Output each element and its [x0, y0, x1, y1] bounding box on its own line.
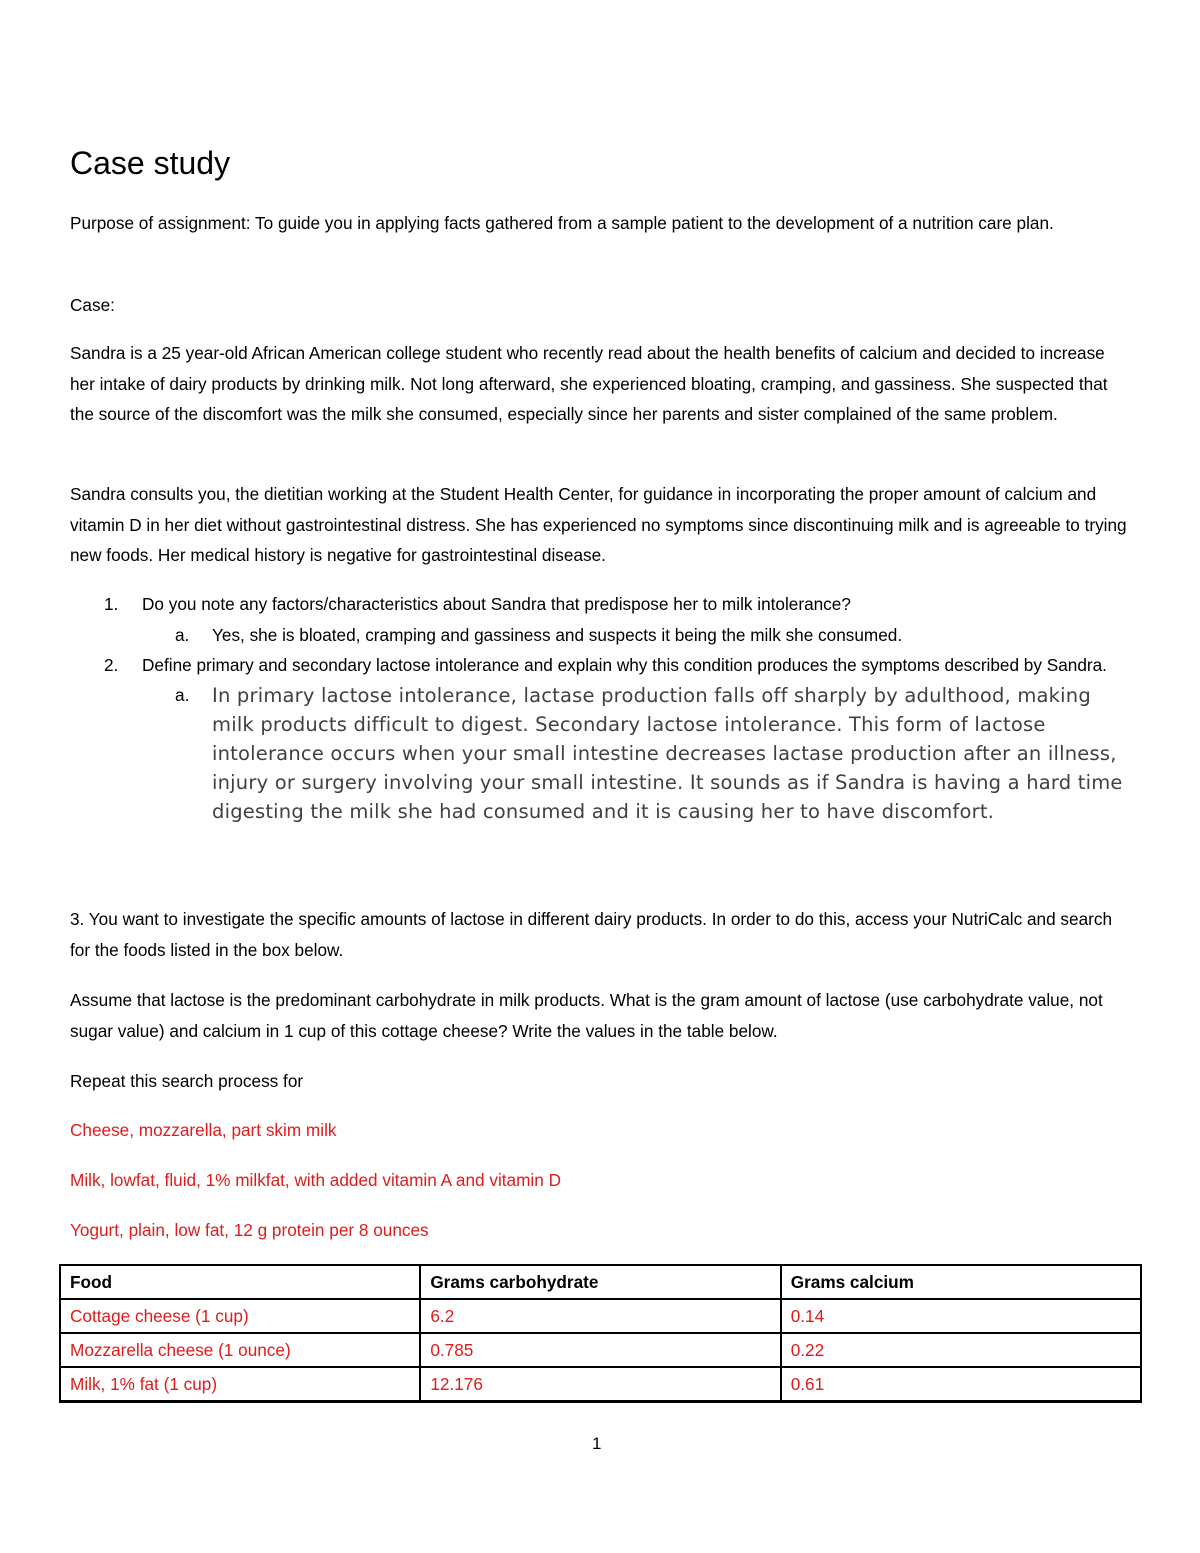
case-paragraph-2: Sandra consults you, the dietitian working at the Student Health Center, for guidance in incorporating the proper amount of calcium and vitamin D in her diet without gastrointestinal distress. She has experienced no symptoms since discontinuing milk and is agreeable to trying new foods. Her medical history is negative for gastrointestinal disease.: [70, 484, 1127, 565]
answer-2: [70, 681, 1130, 827]
nutrient-table: [59, 1264, 1142, 1403]
purpose-paragraph: Purpose of assignment: To guide you in applying facts gathered from a sample patient to the development of a nutrition care plan.: [70, 213, 1054, 233]
assume-paragraph: Assume that lactose is the predominant carbohydrate in milk products. What is the gram amount of lactose (use carbohydrate value, not sugar value) and calcium in 1 cup of this cottage cheese? Write the values in the table below.: [70, 990, 1103, 1041]
answer-text: Yes, she is bloated, cramping and gassiness and suspects it being the milk she consumed.: [212, 624, 903, 645]
question-number: 2.: [104, 655, 119, 675]
table-header: Grams carbohydrate: [420, 1265, 780, 1299]
question-3: 3. You want to investigate the specific amounts of lactose in different dairy products. In order to do this, access your NutriCalc and search for the foods listed in the box below.: [70, 909, 1112, 960]
table-cell: Milk, 1% fat (1 cup): [60, 1367, 420, 1402]
table-cell: 0.785: [420, 1333, 780, 1367]
table-cell: 6.2: [420, 1299, 780, 1333]
page-number: 1: [592, 1434, 602, 1453]
table-cell: Mozzarella cheese (1 ounce): [60, 1333, 420, 1367]
table-row: [60, 1299, 1141, 1333]
question-text: Define primary and secondary lactose intolerance and explain why this condition produces the symptoms described by Sandra.: [142, 655, 1107, 675]
question-text: Do you note any factors/characteristics about Sandra that predispose her to milk intolerance?: [142, 594, 851, 614]
table-header: Food: [60, 1265, 420, 1299]
table-header: Grams calcium: [781, 1265, 1141, 1299]
table-cell: 0.14: [781, 1299, 1141, 1333]
question-2: [70, 650, 1130, 681]
answer-letter: a.: [175, 624, 190, 645]
answer-text: In primary lactose intolerance, lactase production falls off sharply by adulthood, making milk products difficult to digest. Secondary lactose intolerance. This form of lactose intolerance occurs when your small intestine decreases lactase production after an illness, injury or surgery involving your small intestine. It sounds as if Sandra is having a hard time digesting the milk she had consumed and it is causing her to have discomfort.: [212, 683, 1123, 824]
question-list: [70, 589, 1130, 827]
table-cell: 0.22: [781, 1333, 1141, 1367]
case-label: Case:: [70, 295, 115, 315]
search-item-milk: Milk, lowfat, fluid, 1% milkfat, with added vitamin A and vitamin D: [70, 1170, 562, 1190]
question-1: [70, 589, 1130, 620]
page-title: Case study: [70, 145, 231, 181]
repeat-paragraph: Repeat this search process for: [70, 1071, 304, 1091]
answer-letter: a.: [175, 684, 190, 705]
answer-1: [70, 620, 1130, 651]
table-header-row: [60, 1265, 1141, 1299]
table-row: [60, 1367, 1141, 1402]
table-cell: 12.176: [420, 1367, 780, 1402]
question-number: 1.: [104, 594, 119, 614]
case-paragraph-1: Sandra is a 25 year-old African American college student who recently read about the health benefits of calcium and decided to increase her intake of dairy products by drinking milk. Not long afterward, she experienced bloating, cramping, and gassiness. She suspected that the source of the discomfort was the milk she consumed, especially since her parents and sister complained of the same problem.: [70, 343, 1108, 424]
table-cell: Cottage cheese (1 cup): [60, 1299, 420, 1333]
table-row: [60, 1333, 1141, 1367]
search-item-mozzarella: Cheese, mozzarella, part skim milk: [70, 1120, 337, 1140]
table-cell: 0.61: [781, 1367, 1141, 1402]
search-item-yogurt: Yogurt, plain, low fat, 12 g protein per 8 ounces: [70, 1220, 429, 1240]
